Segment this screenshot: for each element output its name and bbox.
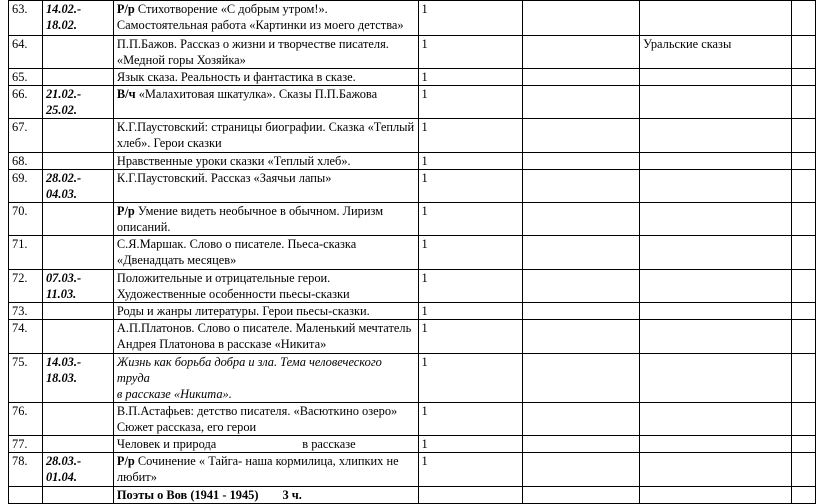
empty-cell [523,487,640,504]
empty-cell [791,153,815,170]
empty-cell [523,36,640,69]
lesson-topic: Положительные и отрицательные герои. Художественные особенности пьесы-сказки [113,270,418,303]
empty-cell [791,86,815,119]
lesson-note [640,119,792,153]
empty-cell [791,170,815,203]
lesson-dates [42,436,113,453]
section-title-cell [113,487,418,504]
table-row [9,236,816,270]
lesson-number: 69. [9,170,43,203]
table-row [9,436,816,453]
table-row [9,1,816,36]
lesson-number: 76. [9,403,43,436]
empty-cell [523,203,640,236]
lesson-topic: В/ч «Малахитовая шкатулка». Сказы П.П.Бажова [113,86,418,119]
empty-cell [523,170,640,203]
empty-cell [791,69,815,86]
table-row [9,86,816,119]
lesson-number: 64. [9,36,43,69]
lesson-hours: 1 [418,354,523,403]
lesson-topic: Жизнь как борьба добра и зла. Тема человеческого труда в рассказе «Никита». [113,354,418,403]
empty-cell [42,487,113,504]
lesson-hours: 1 [418,270,523,303]
empty-cell [791,403,815,436]
lesson-note [640,1,792,36]
lesson-plan-sheet [8,0,816,504]
lesson-note [640,403,792,436]
lesson-topic: Человек и природа в рассказе [113,436,418,453]
table-row [9,354,816,403]
empty-cell [791,453,815,487]
empty-cell [523,86,640,119]
lesson-number: 77. [9,436,43,453]
lesson-hours: 1 [418,86,523,119]
lesson-note [640,354,792,403]
empty-cell [791,119,815,153]
lesson-dates [42,320,113,354]
lesson-number: 67. [9,119,43,153]
lesson-hours: 1 [418,1,523,36]
lesson-dates [42,203,113,236]
empty-cell [9,487,43,504]
lesson-note [640,303,792,320]
lesson-dates [42,36,113,69]
table-row [9,320,816,354]
lesson-hours: 1 [418,436,523,453]
lesson-note [640,436,792,453]
lesson-note [640,203,792,236]
empty-cell [791,1,815,36]
lesson-dates: 28.03.- 01.04. [42,453,113,487]
empty-cell [523,403,640,436]
lesson-note [640,69,792,86]
lesson-dates [42,119,113,153]
lesson-type-tag: Р/р [116,2,135,16]
lesson-hours: 1 [418,119,523,153]
table-row [9,453,816,487]
table-row [9,303,816,320]
lesson-topic: К.Г.Паустовский. Рассказ «Заячьи лапы» [113,170,418,203]
lesson-hours: 1 [418,403,523,436]
empty-cell [791,487,815,504]
lesson-dates [42,236,113,270]
lesson-note [640,236,792,270]
table-row [9,170,816,203]
lesson-number: 73. [9,303,43,320]
lesson-topic: В.П.Астафьев: детство писателя. «Васюткино озеро» Сюжет рассказа, его герои [113,403,418,436]
lesson-number: 66. [9,86,43,119]
lesson-topic: С.Я.Маршак. Слово о писателе. Пьеса-сказка «Двенадцать месяцев» [113,236,418,270]
lesson-topic: Нравственные уроки сказки «Теплый хлеб». [113,153,418,170]
empty-cell [523,270,640,303]
lesson-number: 63. [9,1,43,36]
empty-cell [523,153,640,170]
lesson-hours: 1 [418,36,523,69]
empty-cell [523,354,640,403]
lesson-number: 74. [9,320,43,354]
empty-cell [523,1,640,36]
section-title: Поэты о Вов (1941 - 1945) [116,488,259,502]
lesson-rows [9,1,816,504]
lesson-hours: 1 [418,69,523,86]
empty-cell [791,203,815,236]
section-hours: 3 ч. [282,488,302,502]
lesson-dates: 14.02.- 18.02. [42,1,113,36]
lesson-dates: 14.03.- 18.03. [42,354,113,403]
lesson-type-tag: Р/р [116,454,135,468]
empty-cell [523,436,640,453]
lesson-hours: 1 [418,153,523,170]
empty-cell [791,236,815,270]
table-row [9,203,816,236]
section-header-row [9,487,816,504]
table-row [9,69,816,86]
lesson-dates [42,403,113,436]
lesson-dates [42,153,113,170]
empty-cell [791,436,815,453]
empty-cell [640,487,792,504]
empty-cell [791,354,815,403]
lesson-topic: А.П.Платонов. Слово о писателе. Маленький мечтатель Андрея Платонова в рассказе «Никита» [113,320,418,354]
lesson-dates: 07.03.- 11.03. [42,270,113,303]
empty-cell [523,119,640,153]
empty-cell [523,236,640,270]
lesson-number: 75. [9,354,43,403]
lesson-type-tag: В/ч [116,87,136,101]
lesson-topic: Роды и жанры литературы. Герои пьесы-сказки. [113,303,418,320]
empty-cell [418,487,523,504]
lesson-hours: 1 [418,170,523,203]
table-row [9,119,816,153]
lesson-plan-table [8,0,816,504]
lesson-topic: Р/р Сочинение « Тайга- наша кормилица, хлипких не любит» [113,453,418,487]
lesson-note [640,153,792,170]
empty-cell [791,320,815,354]
lesson-hours: 1 [418,236,523,270]
lesson-hours: 1 [418,203,523,236]
table-row [9,270,816,303]
lesson-number: 65. [9,69,43,86]
table-row [9,403,816,436]
lesson-topic: Язык сказа. Реальность и фантастика в сказе. [113,69,418,86]
lesson-dates [42,69,113,86]
empty-cell [523,320,640,354]
lesson-number: 72. [9,270,43,303]
table-row [9,153,816,170]
empty-cell [523,453,640,487]
lesson-type-tag: Р/р [116,204,135,218]
lesson-note [640,270,792,303]
empty-cell [791,270,815,303]
lesson-note [640,320,792,354]
lesson-topic: К.Г.Паустовский: страницы биографии. Сказка «Теплый хлеб». Герои сказки [113,119,418,153]
lesson-note [640,453,792,487]
lesson-hours: 1 [418,453,523,487]
lesson-number: 68. [9,153,43,170]
lesson-note [640,86,792,119]
empty-cell [791,303,815,320]
lesson-note: Уральские сказы [640,36,792,69]
lesson-hours: 1 [418,320,523,354]
lesson-topic: П.П.Бажов. Рассказ о жизни и творчестве писателя. «Медной горы Хозяйка» [113,36,418,69]
empty-cell [791,36,815,69]
lesson-dates: 21.02.- 25.02. [42,86,113,119]
lesson-number: 78. [9,453,43,487]
empty-cell [523,69,640,86]
lesson-hours: 1 [418,303,523,320]
lesson-topic: Р/р Стихотворение «С добрым утром!». Самостоятельная работа «Картинки из моего детства» [113,1,418,36]
table-row [9,36,816,69]
lesson-topic: Р/р Умение видеть необычное в обычном. Лиризм описаний. [113,203,418,236]
lesson-dates: 28.02.- 04.03. [42,170,113,203]
empty-cell [523,303,640,320]
lesson-dates [42,303,113,320]
lesson-number: 70. [9,203,43,236]
lesson-number: 71. [9,236,43,270]
lesson-note [640,170,792,203]
